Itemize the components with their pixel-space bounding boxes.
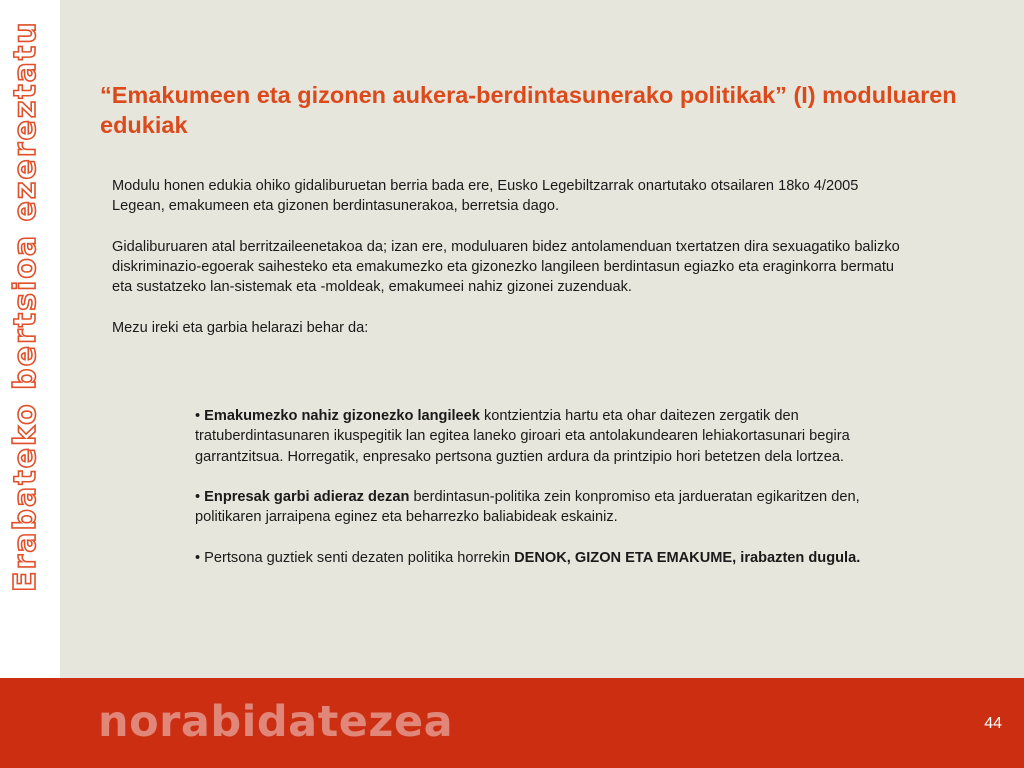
watermark-vertical-text: Erabateko bertsioa ezereztatu: [8, 20, 43, 592]
paragraph: Gidaliburuaren atal berritzaileenetakoa da; izan ere, moduluaren bidez antolamenduan txertatzen dira sexuagatiko balizko diskriminazio-egoerak saihesteko eta emakumezko eta gizonezko langileen berdintasun egiazko eta eraginkorra bermatu eta sustatzeko lan-sistemak eta -moldeak, emakumeei nahiz gizonei zuzenduak.: [112, 238, 900, 296]
paragraph: Mezu ireki eta garbia helarazi behar da:: [112, 320, 369, 337]
bullet-bold-text: Enpresak garbi adieraz dezan: [204, 489, 410, 506]
bullet-bold-text: Emakumezko nahiz gizonezko langileek: [204, 408, 480, 424]
bullet-item: [195, 487, 895, 528]
paragraph: Modulu honen edukia ohiko gidaliburuetan berria bada ere, Eusko Legebiltzarrak onartutako otsailaren 18ko 4/2005 Legean, emakumeen eta gizonen berdintasunerakoa, berretsia dago.: [112, 178, 859, 215]
page-number: 44: [984, 715, 1002, 732]
intro-text: [112, 176, 902, 359]
bullet-text: kontzientzia hartu eta ohar daitezen zergatik den tratuberdintasunaren ikuspegitik lan egitea laneko giroari eta antolakundearen lehiakortasunari begira garrantzitsua. Horregatik, enpresako pertsona guztien ardura da printzipio hori betetzen dela lortzea.: [195, 408, 850, 465]
slide-content: [60, 0, 1024, 678]
bullet-text: berdintasun-politika zein konpromiso eta jardueratan egikaritzen den, politikaren jarraipena eginez eta beharrezko baliabideak eskainiz.: [195, 489, 860, 526]
bullet-marker: •: [195, 408, 201, 424]
bullet-item: [195, 406, 895, 467]
bullet-marker: •: [195, 489, 201, 506]
footer-bar: [0, 678, 1024, 768]
left-sidebar: [0, 0, 60, 678]
brand-logo: norabidatezea: [98, 697, 454, 747]
bullet-list: [195, 406, 895, 589]
bullet-item: [195, 548, 895, 568]
bullet-text: Pertsona guztiek senti dezaten politika horrekin: [200, 550, 515, 567]
slide-title: “Emakumeen eta gizonen aukera-berdintasunerako politikak” (I) moduluaren edukiak: [100, 82, 957, 138]
bullet-bold-text: DENOK, GIZON ETA EMAKUME, irabazten dugula.: [514, 550, 861, 567]
bullet-marker: •: [195, 550, 201, 567]
